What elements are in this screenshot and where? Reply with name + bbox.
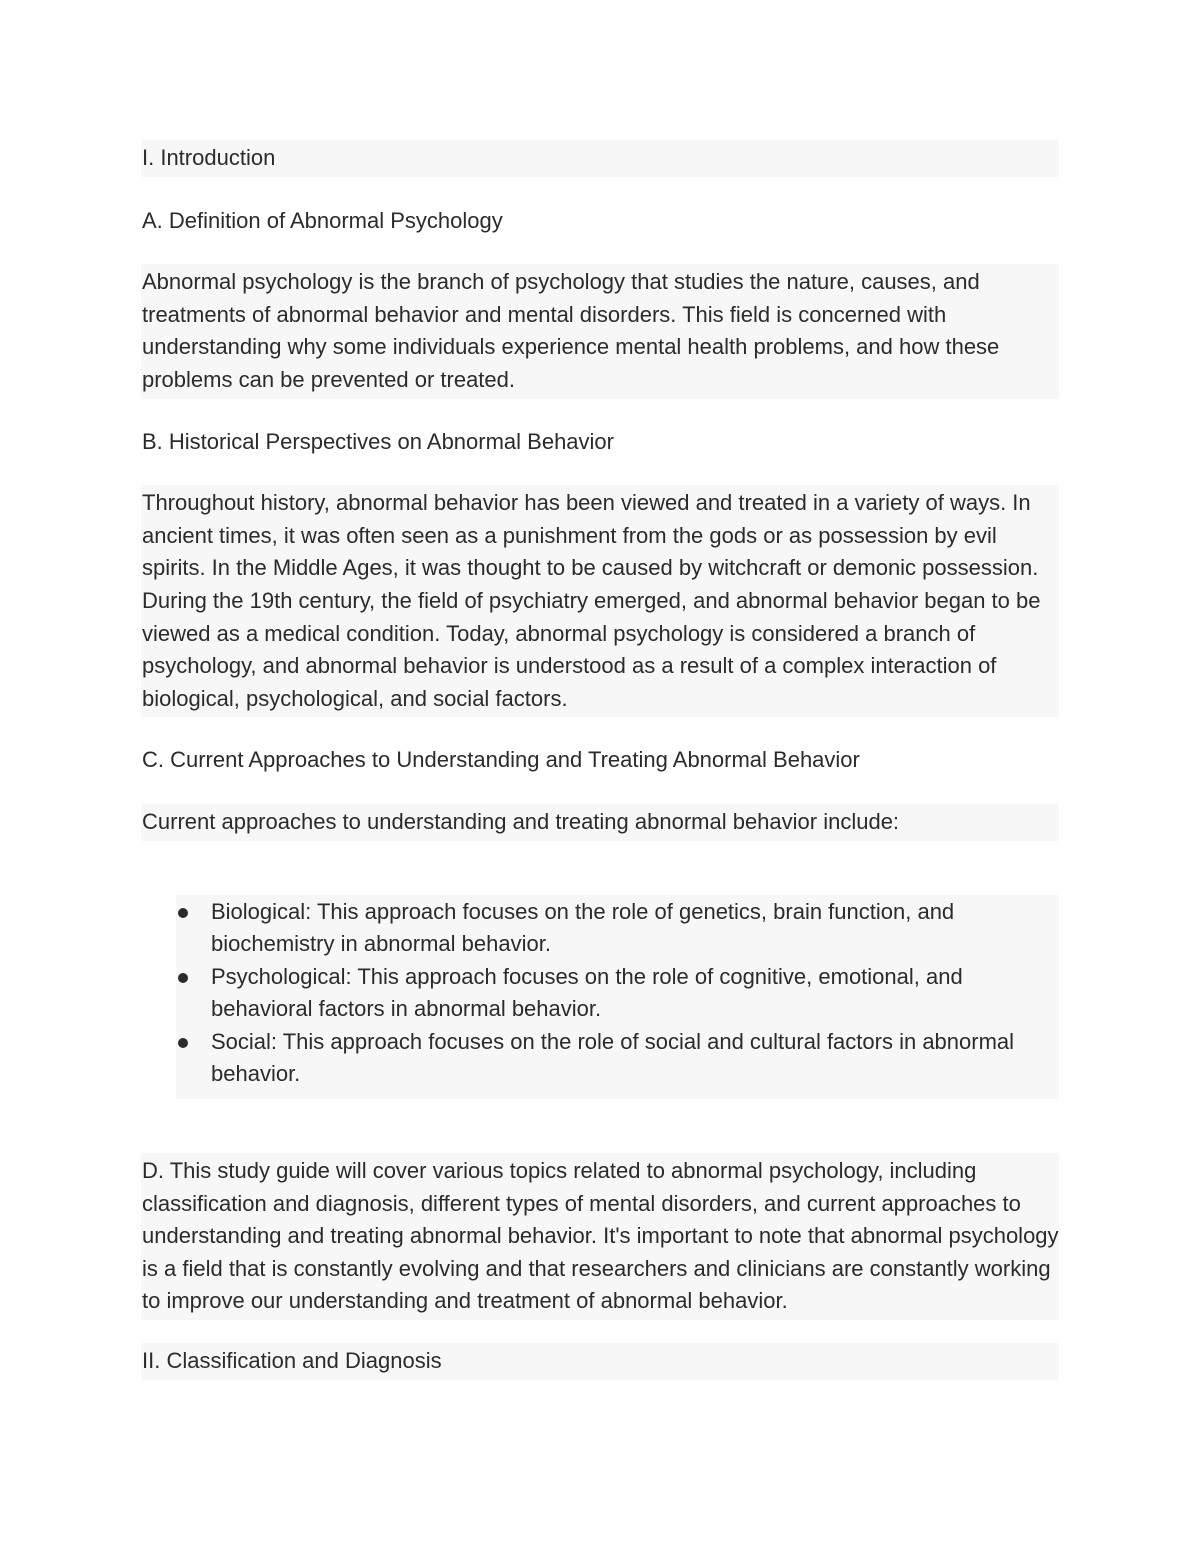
paragraph-study-guide-scope: D. This study guide will cover various topics related to abnormal psychology, including classification and diagnosis, different types of mental disorders, and current approaches to understanding and treating abnormal behavior. It's important to note that abnormal psychology is a field that is constantly evolving and that researchers and clinicians are constantly working to improve our understanding and treatment of abnormal behavior. xyxy=(141,1153,1059,1320)
list-item-text: Psychological: This approach focuses on the role of cognitive, emotional, and behavioral factors in abnormal behavior. xyxy=(211,963,963,1022)
section-heading-classification: II. Classification and Diagnosis xyxy=(141,1343,1059,1380)
list-item-text: Biological: This approach focuses on the role of genetics, brain function, and biochemistry in abnormal behavior. xyxy=(211,898,955,957)
approaches-list xyxy=(176,895,1059,1100)
bullet-icon xyxy=(178,973,188,983)
list-item xyxy=(176,896,1059,961)
paragraph-definition: Abnormal psychology is the branch of psychology that studies the nature, causes, and treatments of abnormal behavior and mental disorders. This field is concerned with understanding why some individuals experience mental health problems, and how these problems can be prevented or treated. xyxy=(141,264,1059,398)
list-item xyxy=(176,1026,1059,1091)
section-heading-introduction: I. Introduction xyxy=(141,140,1059,177)
bullet-icon xyxy=(178,908,188,918)
bullet-icon xyxy=(178,1038,188,1048)
list-item xyxy=(176,961,1059,1026)
subheading-current-approaches: C. Current Approaches to Understanding and Treating Abnormal Behavior xyxy=(142,747,860,773)
paragraph-current-approaches-intro: Current approaches to understanding and treating abnormal behavior include: xyxy=(141,804,1059,841)
subheading-historical-perspectives: B. Historical Perspectives on Abnormal Behavior xyxy=(142,428,614,454)
subheading-definition: A. Definition of Abnormal Psychology xyxy=(142,207,503,233)
paragraph-historical-perspectives: Throughout history, abnormal behavior has been viewed and treated in a variety of ways. In ancient times, it was often seen as a punishment from the gods or as possession by evil spirits. In the Middle Ages, it was thought to be caused by witchcraft or demonic possession. During the 19th century, the field of psychiatry emerged, and abnormal behavior began to be viewed as a medical condition. Today, abnormal psychology is considered a branch of psychology, and abnormal behavior is understood as a result of a complex interaction of biological, psychological, and social factors. xyxy=(141,485,1059,717)
document-page xyxy=(141,140,1059,1380)
list-item-text: Social: This approach focuses on the role of social and cultural factors in abnormal behavior. xyxy=(211,1028,1015,1087)
